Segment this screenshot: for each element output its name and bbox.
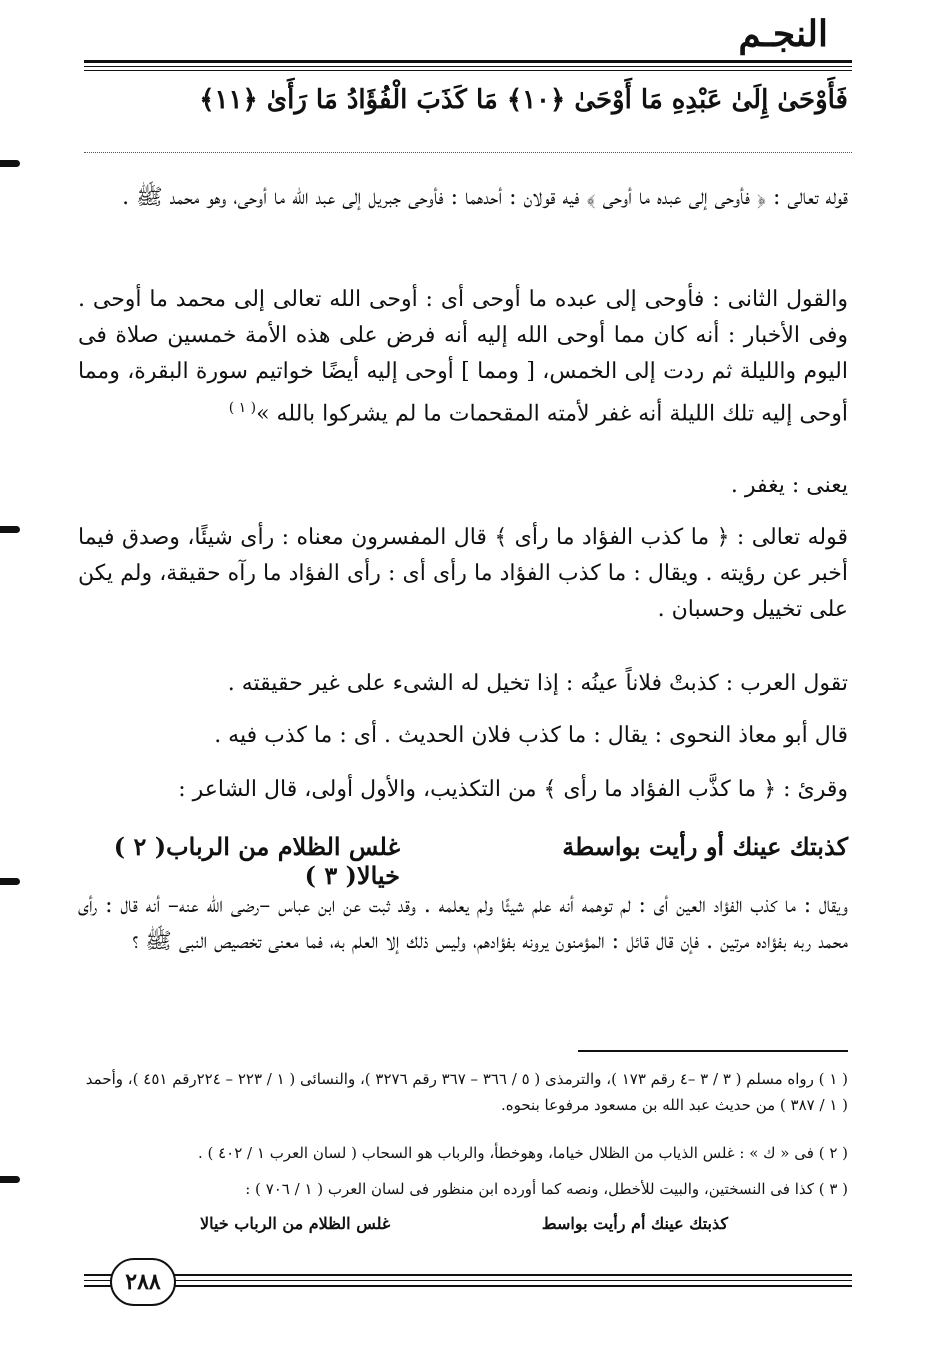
surah-title: النجـم (738, 13, 828, 55)
footer-rule-1 (84, 1274, 852, 1276)
paragraph-7: وقرئ : ﴿ ما كذَّب الفؤاد ما رأى ﴾ من التكذيب، والأول أولى، قال الشاعر : (178, 777, 848, 802)
footnote-3: ( ٣ ) كذا فى النسختين، والبيت للأخطل، ونصه كما أورده ابن منظور فى لسان العرب ( ١ / ٧٠٦ ) : (245, 1180, 848, 1198)
paragraph-2 (78, 282, 848, 432)
scan-mark-4 (0, 1176, 20, 1183)
poem-hemistich-1: كذبتك عينك أو رأيت بواسطة (562, 832, 848, 861)
footer-rule-3 (84, 1285, 852, 1287)
paragraph-3: يعنى : يغفر . (730, 473, 848, 498)
paragraph-4: قوله تعالى : ﴿ ما كذب الفؤاد ما رأى ﴾ قال المفسرون معناه : رأى شيئًا، وصدق فيما أخبر عن رؤيته . ويقال : ما كذب الفؤاد ما رأى أى : رأى الفؤاد ما رآه حقيقة، ولم يكن على تخييل وحسبان . (78, 525, 848, 622)
footnote-1: ( ١ ) رواه مسلم ( ٣ / ٣ –٤ رقم ١٧٣ )، والترمذى ( ٥ / ٣٦٦ – ٣٦٧ رقم ٣٢٧٦ )، والنسائى ( ١ / ٢٢٣ – ٢٢٤رقم ٤٥١ )، وأحمد ( ١ / ٣٨٧ ) من حديث عبد الله بن مسعود مرفوعا بنحوه. (85, 1070, 848, 1114)
paragraph-1: قوله تعالى : ﴿ فأوحى إلى عبده ما أوحى ﴾ فيه قولان : أحدهما : فأوحى جبريل إلى عبد الله ما أوحى، وهو محمد ﷺ . (122, 185, 848, 210)
footer-rule-2 (84, 1280, 852, 1281)
page-number-badge (110, 1258, 176, 1306)
page-number: ٢٨٨ (125, 1269, 161, 1295)
quran-verse: فَأَوْحَىٰ إِلَىٰ عَبْدِهِ مَا أَوْحَىٰ ﴿١٠﴾ مَا كَذَبَ الْفُؤَادُ مَا رَأَىٰ ﴿١١﴾ (199, 85, 848, 115)
footnote-poem-hemistich-2: غلس الظلام من الرباب خيالا (200, 1214, 391, 1233)
paragraph-2-text: والقول الثانى : فأوحى إلى عبده ما أوحى أى : أوحى الله تعالى إلى محمد ما أوحى . وفى الأخبار : أنه كان مما أوحى الله إليه أنه فرض على هذه الأمة خمسين صلاة فى اليوم والليلة ثم ردت إلى الخمس، [ ومما ] أوحى إليه أيضًا خواتيم سورة البقرة، ومما أوحى إليه تلك الليلة أنه غفر لأمته المقحمات ما لم يشركوا بالله » (78, 287, 848, 427)
scan-mark-1 (0, 160, 20, 167)
header-rule-thick (84, 60, 852, 63)
header-rule-thin (84, 66, 852, 67)
paragraph-5: تقول العرب : كذبتْ فلاناً عينُه : إذا تخيل له الشىء على غير حقيقته . (227, 671, 848, 696)
paragraph-8: ويقال : ما كذب الفؤاد العين أى : لم توهمه أنه علم شيئًا ولم يعلمه . وقد ثبت عن ابن عباس –رضى الله عنه– أنه قال : رأى محمد ربه بفؤاده مرتين . فإن قال قائل : المؤمنون يرونه بفؤادهم، وليس ذلك إلا العلم به، فما معنى تخصيص النبى ﷺ ؟ (78, 893, 848, 954)
header-rule-thin-2 (84, 70, 852, 71)
footnote-2: ( ٢ ) فى « ك » : غلس الذياب من الظلال خياما، وهوخطأ، والرباب هو السحاب ( لسان العرب ١ / ٤٠٢ ) . (197, 1144, 848, 1162)
paragraph-6: قال أبو معاذ النحوى : يقال : ما كذب فلان الحديث . أى : ما كذب فيه . (214, 723, 848, 748)
footnote-divider (578, 1050, 848, 1052)
footnote-poem-hemistich-1: كذبتك عينك أم رأيت بواسط (541, 1214, 728, 1233)
scan-mark-2 (0, 526, 20, 533)
footnote-ref-1: ( ١ ) (228, 400, 257, 416)
poem-hemistich-2: غلس الظلام من الرباب( ٢ ) خيالا( ٣ ) (113, 832, 400, 890)
scan-mark-3 (0, 878, 20, 885)
verse-separator (84, 152, 852, 153)
